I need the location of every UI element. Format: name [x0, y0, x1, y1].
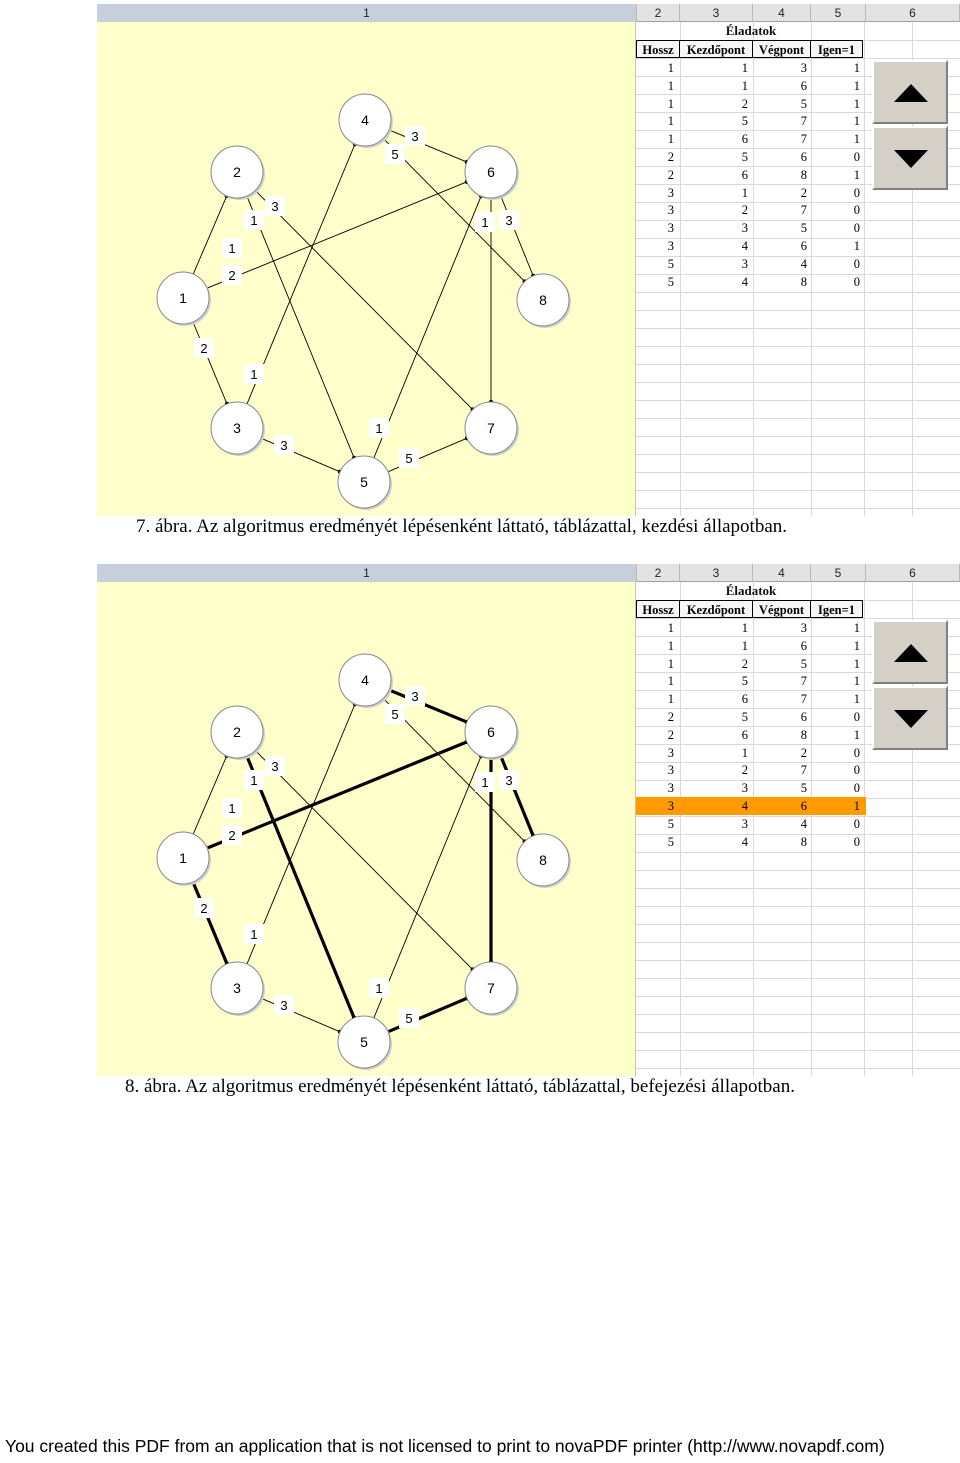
table-cell: 1: [667, 61, 674, 75]
table-cell: 1: [667, 656, 674, 671]
table-cell: 1: [667, 114, 674, 129]
table-row[interactable]: [636, 219, 866, 237]
table-cell: 1: [667, 674, 674, 689]
table-cell: 2: [667, 167, 674, 182]
table-cell: 5: [800, 221, 807, 236]
table-cell: 0: [853, 834, 860, 849]
caption-figure-7: 7. ábra. Az algoritmus eredményét lépésenként láttató, táblázattal, kezdési állapotban.: [136, 516, 788, 537]
table-cell: 1: [853, 132, 860, 147]
table-cell: 6: [800, 710, 807, 724]
svg-text:3: 3: [411, 129, 419, 144]
column-header-bar: [97, 4, 960, 22]
caption-figure-8: 8. ábra. Az algoritmus eredményét lépésenként láttató, táblázattal, befejezési állapotban.: [125, 1076, 795, 1097]
table-row[interactable]: [636, 779, 866, 797]
svg-text:8: 8: [539, 292, 547, 308]
table-cell: 1: [741, 745, 748, 760]
weight-label: [274, 995, 294, 1015]
edge-1-3: [193, 882, 227, 964]
table-cell: 1: [853, 727, 860, 742]
table-cell: 0: [853, 816, 860, 831]
table-row[interactable]: [636, 637, 866, 655]
svg-text:6: 6: [487, 724, 495, 740]
svg-text:2: 2: [200, 341, 208, 356]
table-cell: 6: [741, 132, 748, 147]
svg-text:4: 4: [361, 672, 369, 688]
table-cell: 5: [741, 710, 748, 724]
node-3: [211, 402, 265, 456]
table-cell: 8: [800, 274, 807, 289]
figure-7: [97, 4, 960, 516]
svg-text:6: 6: [487, 164, 495, 180]
triangle-up-icon: [894, 84, 928, 102]
node-7: [465, 962, 519, 1016]
col-header-4[interactable]: 4: [753, 564, 811, 582]
table-row[interactable]: [636, 77, 866, 95]
header-hossz[interactable]: Hossz: [636, 40, 680, 58]
table-cell: 3: [667, 239, 674, 253]
table-cell: 0: [853, 221, 860, 236]
svg-text:1: 1: [250, 367, 258, 382]
graph-svg: [97, 22, 635, 516]
weight-label: [194, 338, 214, 358]
table-row[interactable]: [636, 815, 866, 833]
table-cell: 5: [667, 834, 674, 849]
table-cell: 5: [741, 150, 748, 164]
svg-text:3: 3: [271, 199, 279, 214]
weight-label: [399, 448, 419, 468]
table-row[interactable]: [636, 184, 866, 202]
node-2: [211, 706, 265, 760]
table-title: Éladatok: [725, 23, 777, 38]
table-cell: 5: [741, 674, 748, 689]
svg-text:3: 3: [411, 689, 419, 704]
weight-label: [399, 1008, 419, 1028]
weight-label: [274, 435, 294, 455]
table-row[interactable]: [636, 237, 866, 255]
edge-1-2: [193, 196, 227, 274]
edge-2-5: [247, 196, 354, 458]
node-8: [517, 834, 571, 888]
header-hossz[interactable]: Hossz: [636, 600, 680, 618]
table-cell: 0: [853, 256, 860, 271]
col-header-3[interactable]: 3: [680, 564, 753, 582]
table-cell: 5: [667, 816, 674, 831]
table-header-row: [636, 40, 862, 58]
svg-text:3: 3: [505, 213, 513, 228]
down-button[interactable]: [872, 686, 948, 750]
weight-label: [265, 756, 285, 776]
table-cell: 7: [800, 763, 807, 778]
svg-text:1: 1: [481, 215, 489, 230]
table-cell: 3: [667, 221, 674, 236]
table-cell: 3: [667, 763, 674, 778]
table-cell: 1: [741, 61, 748, 75]
table-cell: 7: [800, 114, 807, 129]
triangle-down-icon: [894, 150, 928, 168]
col-header-5[interactable]: 5: [811, 4, 866, 22]
svg-text:5: 5: [391, 147, 399, 162]
table-row[interactable]: [636, 273, 866, 291]
table-cell: 4: [741, 799, 748, 813]
col-header-1[interactable]: 1: [97, 4, 637, 22]
weight-label: [244, 924, 264, 944]
table-row[interactable]: [636, 201, 866, 219]
svg-text:5: 5: [360, 474, 368, 490]
svg-text:1: 1: [481, 775, 489, 790]
table-row[interactable]: [636, 690, 866, 708]
table-cell: 6: [800, 239, 807, 253]
table-cell: 3: [800, 61, 807, 75]
edge-3-5: [261, 438, 340, 472]
table-cell: 2: [667, 727, 674, 742]
triangle-down-icon: [894, 710, 928, 728]
table-row[interactable]: [636, 112, 866, 130]
col-header-4[interactable]: 4: [753, 4, 811, 22]
table-cell: 1: [667, 96, 674, 111]
table-cell: 1: [667, 692, 674, 707]
table-cell: 1: [667, 132, 674, 147]
node-6: [465, 706, 519, 760]
table-header-row: [636, 600, 862, 618]
edge-3-5: [261, 998, 340, 1032]
table-row[interactable]: [636, 148, 866, 166]
table-cell: 1: [741, 621, 748, 635]
weight-label: [222, 825, 242, 845]
col-header-5[interactable]: 5: [811, 564, 866, 582]
table-row[interactable]: [636, 797, 866, 815]
node-8: [517, 274, 571, 328]
figure-8: [97, 564, 960, 1076]
svg-text:1: 1: [179, 290, 187, 306]
table-cell: 1: [853, 61, 860, 75]
table-cell: 8: [800, 834, 807, 849]
table-cell: 5: [800, 96, 807, 111]
svg-text:1: 1: [228, 801, 236, 816]
col-header-1[interactable]: 1: [97, 564, 637, 582]
node-6: [465, 146, 519, 200]
table-cell: 1: [853, 114, 860, 129]
table-cell: 2: [667, 710, 674, 724]
table-row[interactable]: [636, 708, 866, 726]
table-cell: 3: [667, 185, 674, 200]
col-header-6[interactable]: 6: [866, 4, 960, 22]
weight-label: [244, 770, 264, 790]
table-row[interactable]: [636, 726, 866, 744]
col-header-6[interactable]: 6: [866, 564, 960, 582]
table-cell: 1: [853, 656, 860, 671]
svg-text:3: 3: [280, 438, 288, 453]
svg-text:7: 7: [487, 980, 495, 996]
svg-text:3: 3: [280, 998, 288, 1013]
table-cell: 0: [853, 763, 860, 778]
svg-text:3: 3: [233, 420, 241, 436]
svg-text:5: 5: [405, 1011, 413, 1026]
edge-1-3: [193, 322, 227, 404]
table-row[interactable]: [636, 761, 866, 779]
svg-text:1: 1: [250, 773, 258, 788]
weight-label: [265, 196, 285, 216]
table-cell: 1: [853, 674, 860, 689]
svg-text:7: 7: [487, 420, 495, 436]
weight-label: [499, 210, 519, 230]
svg-text:5: 5: [405, 451, 413, 466]
table-cell: 5: [800, 781, 807, 796]
edge-5-6: [374, 196, 481, 458]
svg-text:2: 2: [200, 901, 208, 916]
svg-text:1: 1: [228, 241, 236, 256]
table-cell: 5: [667, 256, 674, 271]
edge-1-2: [193, 756, 227, 834]
weight-label: [405, 686, 425, 706]
node-5: [338, 456, 392, 510]
table-cell: 1: [741, 78, 748, 93]
table-row[interactable]: [636, 166, 866, 184]
table-row[interactable]: [636, 619, 866, 637]
table-cell: 2: [741, 96, 748, 111]
table-cell: 6: [741, 692, 748, 707]
spreadsheet-area: [636, 22, 960, 516]
table-cell: 5: [741, 114, 748, 129]
header-kezdopont[interactable]: Kezdőpont: [679, 600, 753, 618]
svg-text:5: 5: [391, 707, 399, 722]
table-row[interactable]: [636, 130, 866, 148]
table-cell: 3: [741, 816, 748, 831]
node-3: [211, 962, 265, 1016]
table-cell: 1: [853, 167, 860, 182]
svg-text:1: 1: [250, 927, 258, 942]
svg-text:2: 2: [228, 268, 236, 283]
table-cell: 4: [741, 274, 748, 289]
node-7: [465, 402, 519, 456]
table-cell: 6: [800, 78, 807, 93]
table-row[interactable]: [636, 59, 866, 77]
node-5: [338, 1016, 392, 1070]
table-row[interactable]: [636, 833, 866, 851]
table-cell: 2: [741, 203, 748, 218]
table-cell: 6: [800, 638, 807, 653]
table-cell: 6: [741, 167, 748, 182]
table-cell: 3: [741, 781, 748, 796]
table-cell: 1: [667, 621, 674, 635]
svg-text:8: 8: [539, 852, 547, 868]
weight-label: [369, 978, 389, 998]
table-cell: 0: [853, 150, 860, 164]
triangle-up-icon: [894, 644, 928, 662]
weight-label: [222, 238, 242, 258]
svg-text:3: 3: [505, 773, 513, 788]
header-kezdopont[interactable]: Kezdőpont: [679, 40, 753, 58]
table-cell: 1: [853, 799, 860, 813]
novapdf-footer: You created this PDF from an application that is not licensed to print to novaPDF printer (http://www.novapdf.com): [5, 1436, 885, 1456]
svg-text:2: 2: [233, 164, 241, 180]
node-4: [339, 94, 393, 148]
table-cell: 8: [800, 727, 807, 742]
table-cell: 2: [741, 656, 748, 671]
table-cell: 5: [800, 656, 807, 671]
table-cell: 5: [667, 274, 674, 289]
table-cell: 1: [853, 638, 860, 653]
svg-text:1: 1: [250, 213, 258, 228]
table-cell: 7: [800, 132, 807, 147]
table-row[interactable]: [636, 744, 866, 762]
table-cell: 6: [741, 727, 748, 742]
svg-text:2: 2: [228, 828, 236, 843]
edge-2-7: [255, 190, 472, 409]
node-4: [339, 654, 393, 708]
table-cell: 3: [667, 745, 674, 760]
table-cell: 3: [741, 256, 748, 271]
table-cell: 6: [800, 799, 807, 813]
table-cell: 3: [667, 799, 674, 813]
svg-text:1: 1: [179, 850, 187, 866]
table-cell: 8: [800, 167, 807, 182]
weight-label: [475, 212, 495, 232]
table-cell: 7: [800, 203, 807, 218]
spreadsheet-area: [636, 582, 960, 1076]
table-cell: 1: [667, 78, 674, 93]
svg-text:3: 3: [271, 759, 279, 774]
weight-label: [194, 898, 214, 918]
weight-label: [244, 364, 264, 384]
table-cell: 0: [853, 185, 860, 200]
table-cell: 7: [800, 674, 807, 689]
svg-text:2: 2: [233, 724, 241, 740]
edge-6-8: [501, 756, 533, 836]
svg-text:1: 1: [375, 421, 383, 436]
table-cell: 2: [800, 745, 807, 760]
table-cell: 7: [800, 692, 807, 707]
weight-label: [385, 704, 405, 724]
table-cell: 4: [741, 834, 748, 849]
table-cell: 1: [741, 638, 748, 653]
table-title: Éladatok: [725, 583, 777, 598]
header-vegpont[interactable]: Végpont: [752, 40, 811, 58]
svg-text:4: 4: [361, 112, 369, 128]
table-cell: 4: [800, 256, 807, 271]
weight-label: [222, 265, 242, 285]
up-button[interactable]: [872, 620, 948, 684]
col-header-2[interactable]: 2: [637, 4, 680, 22]
node-1: [157, 272, 211, 326]
table-cell: 1: [853, 78, 860, 93]
table-cell: 0: [853, 710, 860, 724]
node-1: [157, 832, 211, 886]
table-cell: 3: [667, 781, 674, 796]
weight-label: [499, 770, 519, 790]
table-cell: 1: [741, 185, 748, 200]
edge-6-8: [501, 196, 533, 276]
header-vegpont[interactable]: Végpont: [752, 600, 811, 618]
table-cell: 3: [800, 621, 807, 635]
up-button[interactable]: [872, 60, 948, 124]
col-header-2[interactable]: 2: [637, 564, 680, 582]
graph-svg: [97, 582, 635, 1076]
table-cell: 1: [853, 239, 860, 253]
down-button[interactable]: [872, 126, 948, 190]
graph-canvas: [97, 582, 636, 1076]
table-cell: 0: [853, 781, 860, 796]
weight-label: [222, 798, 242, 818]
table-cell: 6: [800, 150, 807, 164]
table-row[interactable]: [636, 95, 866, 113]
table-cell: 2: [800, 185, 807, 200]
table-cell: 3: [667, 203, 674, 218]
edge-5-6: [374, 756, 481, 1018]
weight-label: [405, 126, 425, 146]
node-2: [211, 146, 265, 200]
table-row[interactable]: [636, 655, 866, 673]
table-cell: 2: [741, 763, 748, 778]
table-cell: 0: [853, 745, 860, 760]
table-cell: 2: [667, 150, 674, 164]
table-cell: 3: [741, 221, 748, 236]
svg-text:1: 1: [375, 981, 383, 996]
table-cell: 1: [853, 96, 860, 111]
svg-text:5: 5: [360, 1034, 368, 1050]
weight-label: [385, 144, 405, 164]
table-cell: 1: [667, 638, 674, 653]
column-header-bar: [97, 564, 960, 582]
header-igen[interactable]: Igen=1: [810, 40, 863, 58]
col-header-3[interactable]: 3: [680, 4, 753, 22]
table-cell: 0: [853, 203, 860, 218]
graph-canvas: [97, 22, 636, 516]
header-igen[interactable]: Igen=1: [810, 600, 863, 618]
table-cell: 4: [741, 239, 748, 253]
table-cell: 1: [853, 692, 860, 707]
svg-text:3: 3: [233, 980, 241, 996]
weight-label: [475, 772, 495, 792]
table-cell: 1: [853, 621, 860, 635]
table-cell: 4: [800, 816, 807, 831]
table-row[interactable]: [636, 255, 866, 273]
table-row[interactable]: [636, 672, 866, 690]
table-cell: 0: [853, 274, 860, 289]
weight-label: [244, 210, 264, 230]
weight-label: [369, 418, 389, 438]
